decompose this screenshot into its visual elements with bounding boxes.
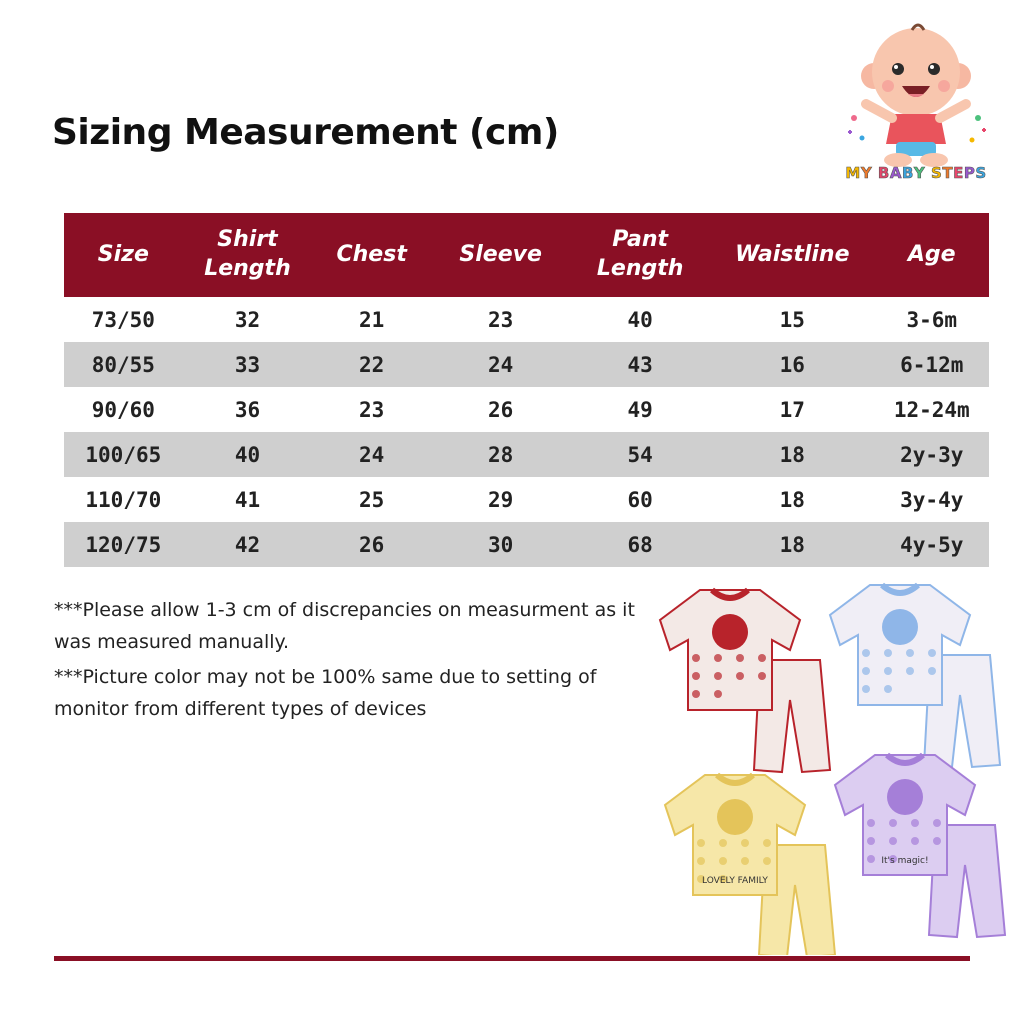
table-cell: 120/75 xyxy=(64,522,183,567)
table-cell: 43 xyxy=(570,342,710,387)
table-cell: 6-12m xyxy=(875,342,989,387)
pajama-sets-photo xyxy=(655,570,1020,955)
table-row xyxy=(64,522,989,567)
size-table xyxy=(64,213,989,567)
brand-letter: B xyxy=(877,164,890,182)
table-cell: 26 xyxy=(431,387,570,432)
table-row xyxy=(64,432,989,477)
red-car-pajama xyxy=(660,590,830,772)
table-cell: 90/60 xyxy=(64,387,183,432)
brand-letter: B xyxy=(901,164,914,182)
blue-lion-pajama xyxy=(830,585,1000,767)
table-cell: 18 xyxy=(710,522,874,567)
table-header-row xyxy=(64,213,989,297)
column-header: Waistline xyxy=(710,213,874,297)
table-cell: 12-24m xyxy=(875,387,989,432)
table-cell: 42 xyxy=(183,522,313,567)
table-cell: 23 xyxy=(431,297,570,342)
brand-letter: M xyxy=(845,164,861,182)
brand-name xyxy=(826,164,1006,182)
table-cell: 28 xyxy=(431,432,570,477)
table-cell: 3-6m xyxy=(875,297,989,342)
note-discrepancy: ***Please allow 1-3 cm of discrepancies on measurment as it was measured manually. xyxy=(54,599,635,653)
page-title: Sizing Measurement (cm) xyxy=(52,112,559,153)
notes xyxy=(54,594,654,728)
table-cell: 33 xyxy=(183,342,313,387)
table-cell: 18 xyxy=(710,432,874,477)
brand-letter: E xyxy=(953,164,964,182)
column-header: Chest xyxy=(312,213,431,297)
table-cell: 24 xyxy=(431,342,570,387)
table-cell: 15 xyxy=(710,297,874,342)
table-cell: 60 xyxy=(570,477,710,522)
shirt-print-text: LOVELY FAMILY xyxy=(702,876,768,886)
purple-bear-pajama xyxy=(835,755,1005,937)
table-cell: 73/50 xyxy=(64,297,183,342)
shirt-print-text: It's magic! xyxy=(881,856,929,866)
table-cell: 3y-4y xyxy=(875,477,989,522)
table-cell: 80/55 xyxy=(64,342,183,387)
table-cell: 16 xyxy=(710,342,874,387)
table-cell: 23 xyxy=(312,387,431,432)
table-row xyxy=(64,477,989,522)
table-cell: 32 xyxy=(183,297,313,342)
brand-letter: Y xyxy=(860,164,873,182)
column-header: Pant Length xyxy=(570,213,710,297)
brand-letter: T xyxy=(942,164,954,182)
table-row xyxy=(64,342,989,387)
table-cell: 2y-3y xyxy=(875,432,989,477)
brand-letter: S xyxy=(931,164,943,182)
table-cell: 25 xyxy=(312,477,431,522)
bottom-divider xyxy=(54,956,970,961)
brand-letter: S xyxy=(975,164,987,182)
table-cell: 4y-5y xyxy=(875,522,989,567)
table-cell: 68 xyxy=(570,522,710,567)
brand-letter: A xyxy=(889,164,902,182)
table-cell: 22 xyxy=(312,342,431,387)
table-cell: 40 xyxy=(570,297,710,342)
table-cell: 24 xyxy=(312,432,431,477)
table-cell: 49 xyxy=(570,387,710,432)
table-cell: 18 xyxy=(710,477,874,522)
table-cell: 17 xyxy=(710,387,874,432)
table-row xyxy=(64,387,989,432)
table-cell: 30 xyxy=(431,522,570,567)
table-cell: 40 xyxy=(183,432,313,477)
column-header: Shirt Length xyxy=(183,213,313,297)
table-row xyxy=(64,297,989,342)
table-cell: 54 xyxy=(570,432,710,477)
table-cell: 21 xyxy=(312,297,431,342)
brand-letter: Y xyxy=(913,164,926,182)
table-cell: 110/70 xyxy=(64,477,183,522)
column-header: Size xyxy=(64,213,183,297)
table-cell: 41 xyxy=(183,477,313,522)
column-header: Sleeve xyxy=(431,213,570,297)
brand-letter: P xyxy=(963,164,976,182)
yellow-family-pajama xyxy=(665,775,835,955)
table-cell: 100/65 xyxy=(64,432,183,477)
table-cell: 36 xyxy=(183,387,313,432)
note-color: ***Picture color may not be 100% same due to setting of monitor from different types of devices xyxy=(54,666,597,720)
table-cell: 29 xyxy=(431,477,570,522)
table-cell: 26 xyxy=(312,522,431,567)
column-header: Age xyxy=(875,213,989,297)
